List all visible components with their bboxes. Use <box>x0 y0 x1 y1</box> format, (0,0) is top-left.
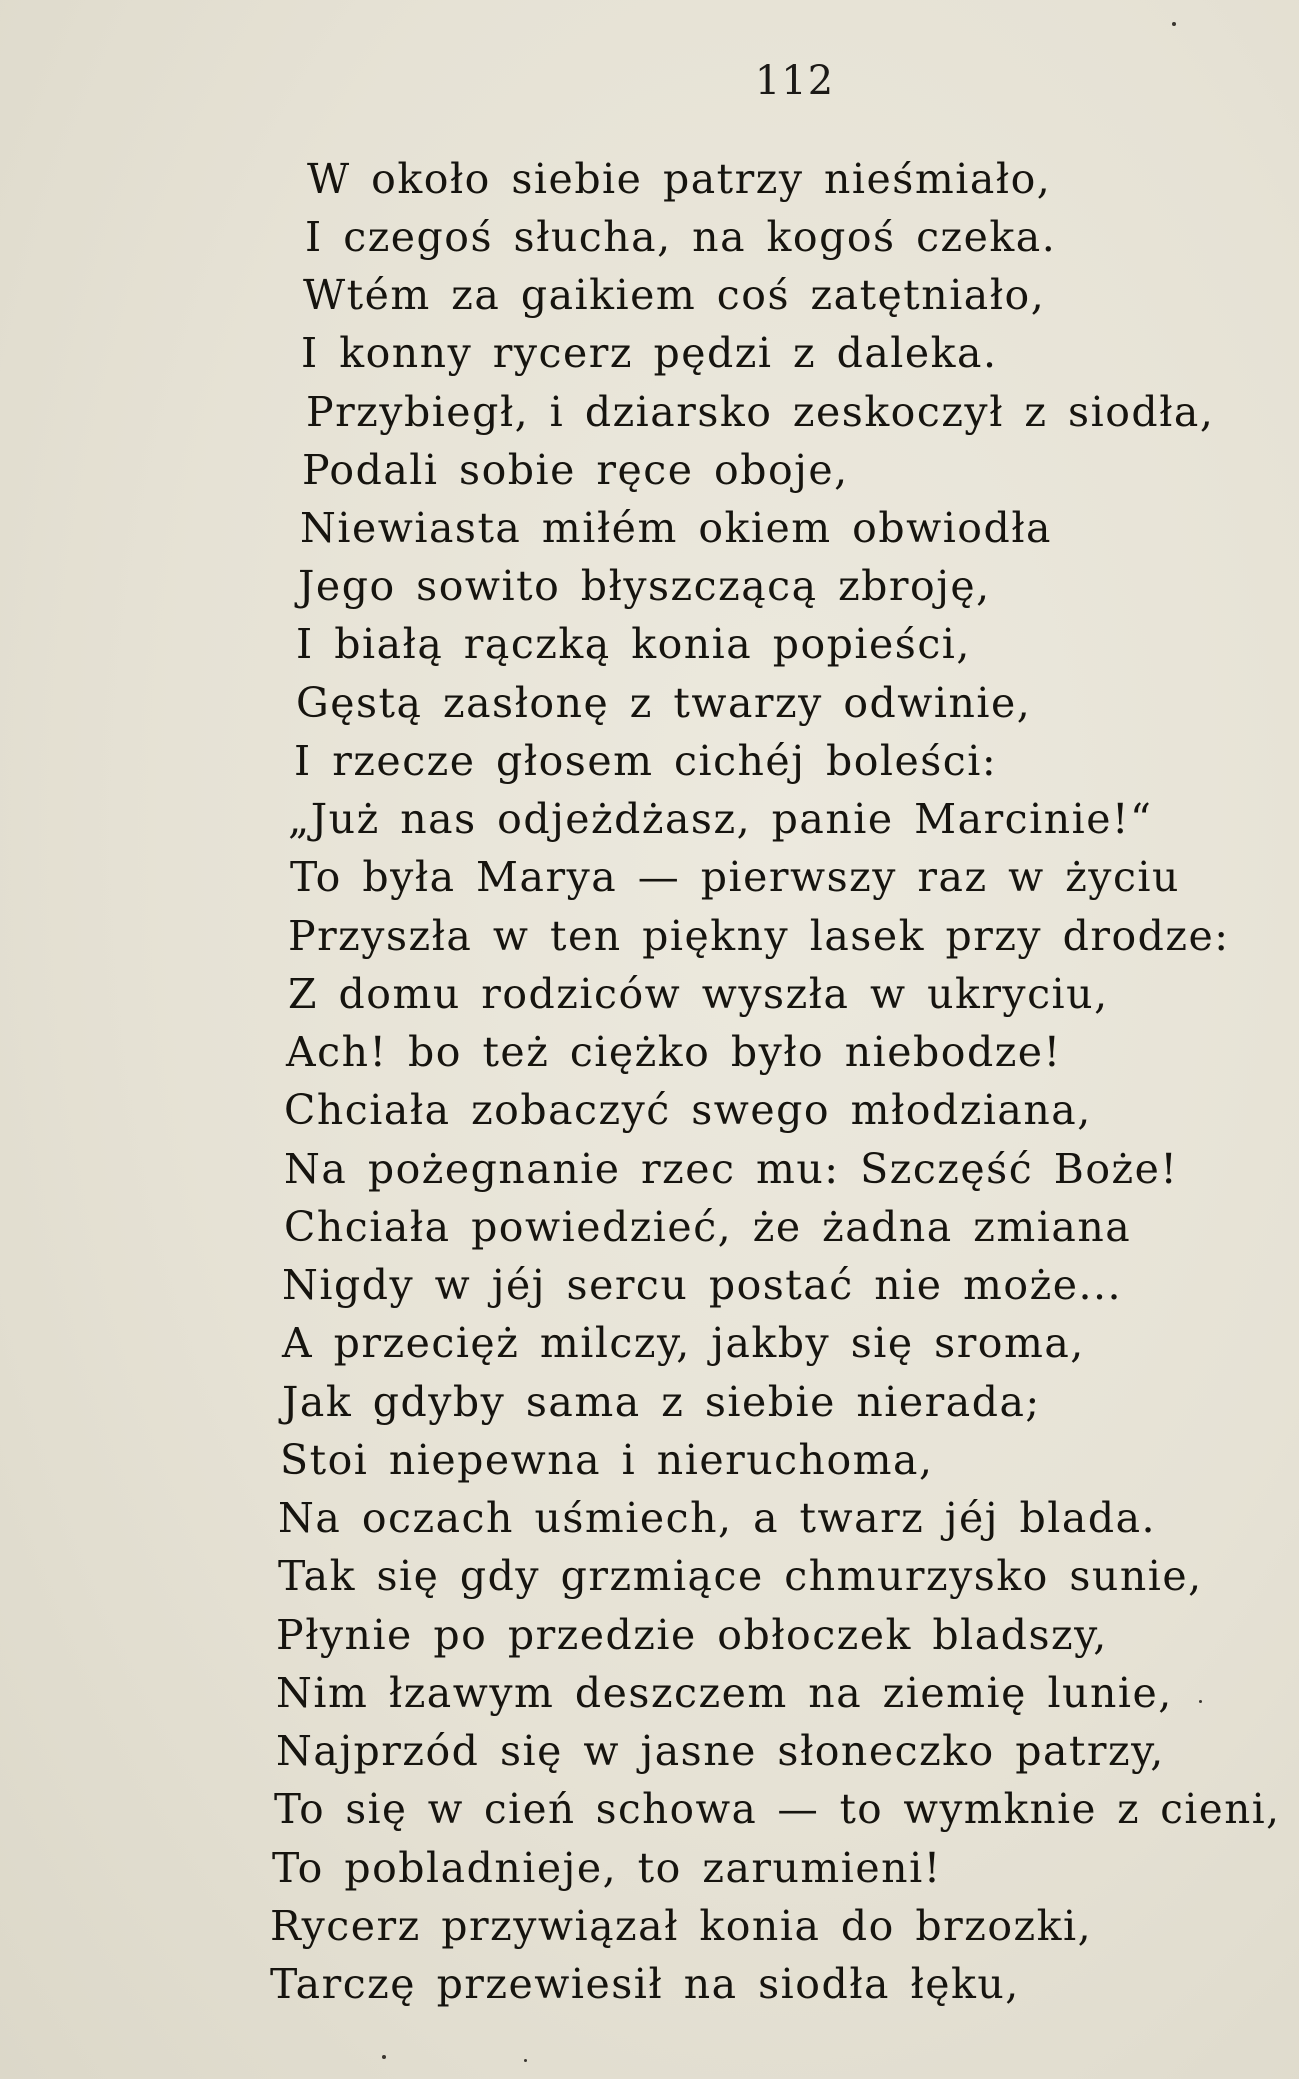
poem-line: „Już nas odjeżdżasz, panie Marcinie!“ <box>288 795 1153 843</box>
poem-line: Przyszła w ten piękny lasek przy drodze: <box>288 912 1230 960</box>
paper-speck <box>1172 22 1176 26</box>
poem-line: Jego sowito błyszczącą zbroję, <box>298 562 991 610</box>
poem-line: Stoi niepewna i nieruchoma, <box>280 1436 934 1484</box>
poem-line: Płynie po przedzie obłoczek bladszy, <box>276 1611 1108 1659</box>
poem-line: Chciała powiedzieć, że żadna zmiana <box>284 1203 1132 1251</box>
poem-line: Gęstą zasłonę z twarzy odwinie, <box>296 679 1032 727</box>
poem-line: Przybiegł, i dziarsko zeskoczył z siodła, <box>306 388 1215 436</box>
paper-speck <box>382 2055 386 2059</box>
poem-line: I konny rycerz pędzi z daleka. <box>301 329 998 377</box>
poem-line: I rzecze głosem cichéj boleści: <box>294 737 998 785</box>
poem-line: Wtém za gaikiem coś zatętniało, <box>303 271 1046 319</box>
poem-line: Nigdy w jéj sercu postać nie może... <box>282 1261 1123 1309</box>
poem-line: Tarczę przewiesił na siodła łęku, <box>270 1960 1020 2008</box>
poem-line: I białą rączką konia popieści, <box>296 620 971 668</box>
poem-line: Podali sobie ręce oboje, <box>302 446 849 494</box>
poem-line: W około siebie patrzy nieśmiało, <box>307 155 1052 203</box>
poem-line: Niewiasta miłém okiem obwiodła <box>300 504 1052 552</box>
poem-line: To pobladnieje, to zarumieni! <box>272 1844 942 1892</box>
poem-line: A przecięż milczy, jakby się sroma, <box>282 1319 1085 1367</box>
poem-line: To była Marya — pierwszy raz w życiu <box>290 853 1180 901</box>
poem-line: I czegoś słucha, na kogoś czeka. <box>305 213 1057 261</box>
poem-line: Najprzód się w jasne słoneczko patrzy, <box>276 1727 1165 1775</box>
poem-line: Tak się gdy grzmiące chmurzysko sunie, <box>278 1552 1203 1600</box>
page-number: 112 <box>754 58 835 104</box>
poem-line: Z domu rodziców wyszła w ukryciu, <box>288 970 1109 1018</box>
poem-line: Na pożegnanie rzec mu: Szczęść Boże! <box>284 1145 1179 1193</box>
poem-line: Ach! bo też ciężko było niebodze! <box>286 1028 1062 1076</box>
poem-line: Jak gdyby sama z siebie nierada; <box>282 1378 1041 1426</box>
poem-line: Rycerz przywiązał konia do brzozki, <box>270 1902 1093 1950</box>
poem-line: Nim łzawym deszczem na ziemię lunie, <box>276 1669 1173 1717</box>
paper-speck <box>1199 1700 1202 1703</box>
poem-line: To się w cień schowa — to wymknie z cieni, <box>274 1785 1281 1833</box>
paper-speck <box>524 2059 527 2062</box>
poem-line: Chciała zobaczyć swego młodziana, <box>284 1086 1092 1134</box>
poem-line: Na oczach uśmiech, a twarz jéj blada. <box>278 1494 1157 1542</box>
